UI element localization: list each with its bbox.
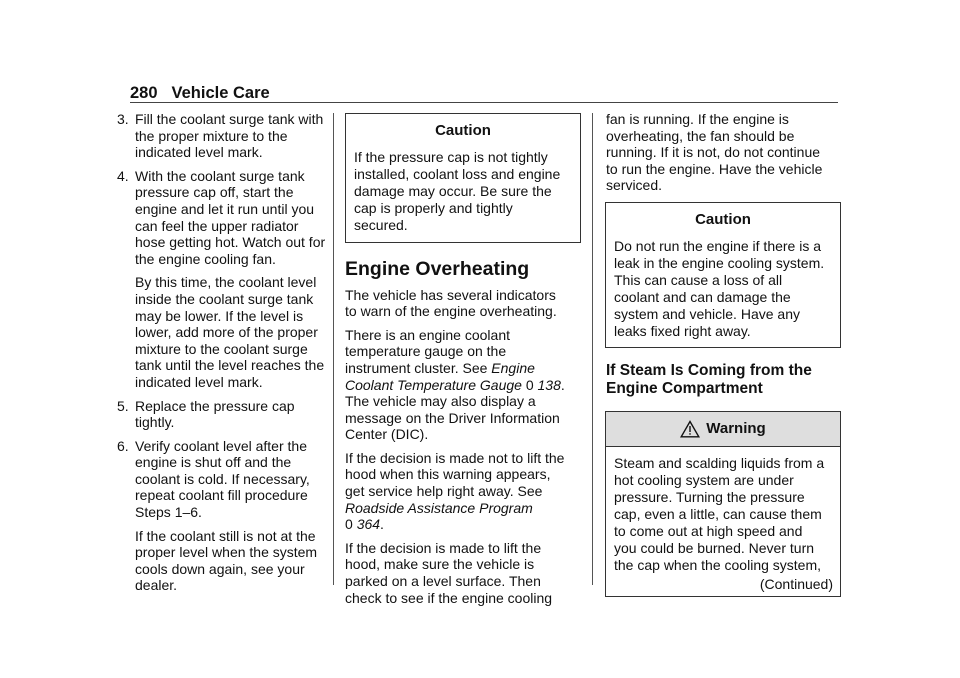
text: If the decision is made not to lift the hood when this warning appears, get service help right away. See	[345, 449, 565, 500]
step-number: 3.	[117, 111, 129, 127]
column-3	[605, 111, 841, 611]
page-ref[interactable]: 138	[537, 376, 561, 393]
warning-triangle-icon	[680, 420, 700, 438]
paragraph	[345, 450, 581, 533]
subsection-heading: If Steam Is Coming from the Engine Compartment	[606, 362, 812, 397]
paragraph: The vehicle has several indicators to warn of the engine overheating.	[345, 286, 557, 320]
paragraph: By this time, the coolant level inside the coolant surge tank may be lower. If the level is lower, add more of the proper mixture to the coolant surge tank until the level reaches the indicated level mark.	[135, 274, 325, 390]
caution-title: Caution	[695, 210, 751, 228]
step-number: 6.	[117, 437, 129, 454]
step-text: Fill the coolant surge tank with the proper mixture to the indicated level mark.	[135, 111, 324, 161]
column-1	[117, 111, 329, 601]
step-6	[117, 438, 329, 521]
step-3	[117, 111, 329, 161]
warning-body: Steam and scalding liquids from a hot cooling system are under pressure. Turning the pressure cap, even a little, can cause them to come out at high speed and you could be burned. Never turn the cap when the cooling system,	[614, 455, 825, 573]
step-number: 5.	[117, 397, 129, 414]
page-ref[interactable]: 364	[356, 516, 381, 533]
cross-reference-link[interactable]: Roadside Assistance Program	[345, 499, 533, 516]
caution-box	[345, 113, 581, 243]
step-text: Verify coolant level after the engine is shut off and the coolant is cold. If necessary, repeat coolant fill procedure Steps 1–6.	[135, 437, 310, 521]
page-header	[130, 84, 270, 103]
caution-body: Do not run the engine if there is a leak in the engine cooling system. This can cause a loss of all coolant and can damage the system and vehicle. Have any leaks fixed right away.	[614, 237, 825, 339]
caution-title: Caution	[435, 122, 491, 139]
page-number: 280	[130, 84, 158, 102]
warning-title: Warning	[706, 420, 766, 438]
header-rule	[130, 102, 838, 103]
step-4	[117, 168, 329, 268]
continued-label: (Continued)	[759, 575, 833, 592]
paragraph	[345, 327, 581, 443]
cross-reference-link[interactable]: Engine Coolant Temperature Gauge	[345, 359, 535, 393]
step-text: Replace the pressure cap tightly.	[135, 397, 295, 431]
section-title: Vehicle Care	[171, 84, 270, 102]
text: There is an engine coolant temperature gauge on the instrument cluster. See	[345, 326, 510, 376]
step-text: With the coolant surge tank pressure cap off, start the engine and let it run until you can feel the upper radiator hose getting hot. Watch out for the engine cooling fan.	[135, 167, 326, 267]
section-heading: Engine Overheating	[345, 257, 530, 280]
caution-box	[605, 202, 841, 348]
page-ref-icon: 0	[345, 516, 353, 533]
step-number: 4.	[117, 167, 129, 184]
paragraph: If the decision is made to lift the hood, make sure the vehicle is parked on a level surface. Then check to see if the engine cooling	[345, 539, 553, 606]
paragraph: fan is running. If the engine is overheating, the fan should be running. If it is not, do not continue to run the engine. Have the vehicle serviced.	[606, 111, 823, 194]
paragraph: If the coolant still is not at the proper level when the system cools down again, see your dealer.	[135, 527, 318, 594]
column-divider	[333, 113, 334, 585]
step-5	[117, 398, 329, 431]
text: .	[380, 516, 384, 533]
text: . The vehicle may also display a message on the Driver Information Center (DIC).	[345, 376, 565, 443]
warning-header	[606, 412, 840, 447]
caution-body: If the pressure cap is not tightly installed, coolant loss and engine damage may occur. Be sure the cap is properly and tightly secured.	[354, 149, 561, 233]
warning-box	[605, 411, 841, 597]
page-ref-icon: 0	[525, 376, 534, 393]
column-2	[345, 113, 581, 613]
column-divider	[592, 113, 593, 585]
